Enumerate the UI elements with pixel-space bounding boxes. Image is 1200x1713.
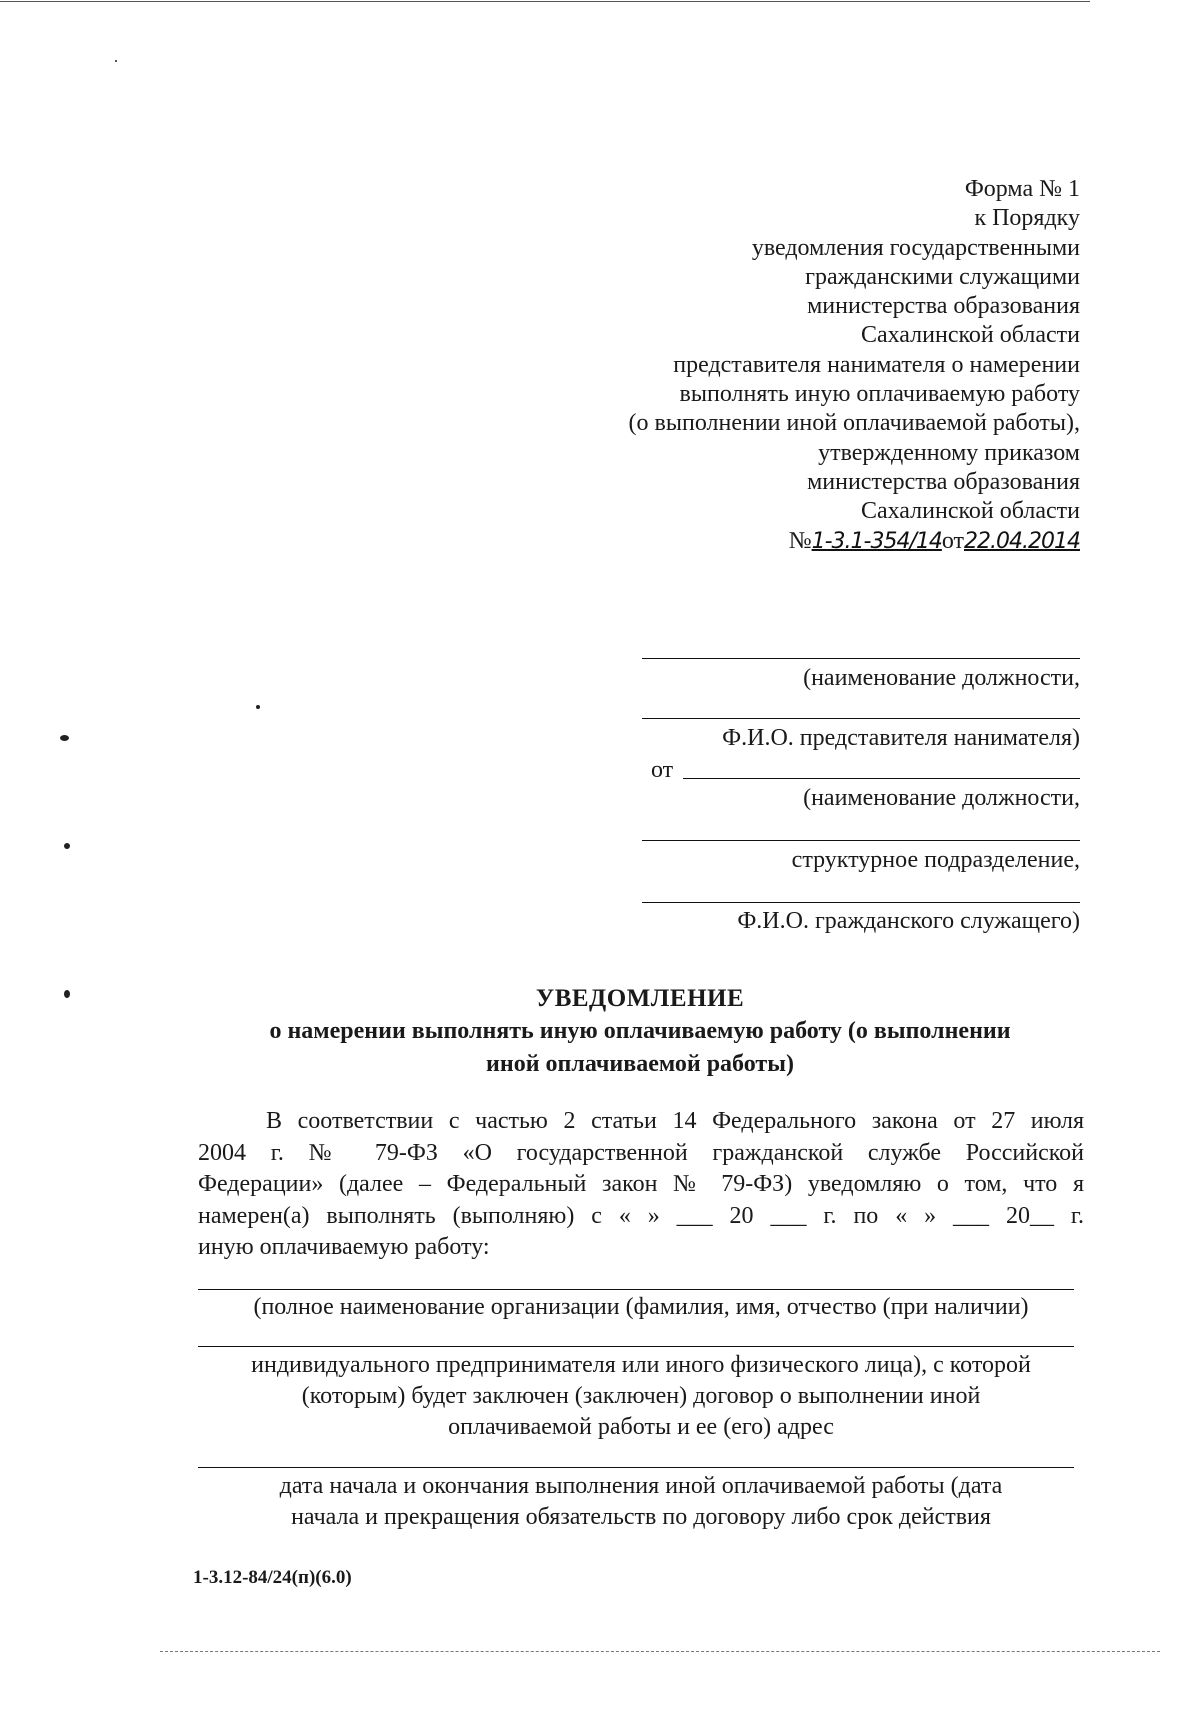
document-subtitle [140,1015,1140,1081]
order-from-label: от [941,527,965,554]
scan-top-edge [0,1,1090,2]
order-number-handwritten: 1-3.1-354/14 [811,528,942,554]
caption-entrepreneur [198,1350,1084,1443]
subtitle-line: о намерении выполнять иную оплачиваемую работу (о выполнении [269,1018,1011,1044]
caption-line: оплачиваемой работы и ее (его) адрес [448,1414,834,1440]
body-line: 2004 г. № 79-ФЗ «О государственной гражданской службе Российской [198,1139,1084,1166]
from-label: от [651,757,674,783]
footer-document-code: 1-3.12-84/24(п)(6.0) [193,1567,352,1588]
notification-body [198,1106,1084,1264]
caption-organization: (полное наименование организации (фамилия, имя, отчество (при наличии) [253,1294,1029,1320]
header-line: уведомления государственными [751,234,1080,261]
header-line: (о выполнении иной оплачиваемой работы), [628,410,1080,437]
blank-line-organization [198,1289,1074,1290]
blank-line-division [642,840,1080,841]
header-line: утвержденному приказом [818,439,1080,466]
subtitle-line: иной оплачиваемой работы) [486,1051,794,1077]
caption-fio-employee: Ф.И.О. гражданского служащего) [737,908,1080,934]
scan-speck [64,843,70,849]
blank-line-employee-position [683,778,1080,779]
header-line: Сахалинской области [860,498,1080,525]
caption-position-employee: (наименование должности, [803,785,1080,811]
caption-division: структурное подразделение, [791,847,1080,873]
caption-line: дата начала и окончания выполнения иной оплачиваемой работы (дата [279,1473,1003,1499]
scan-speck [115,60,117,62]
header-line: Сахалинской области [860,322,1080,349]
body-line: намерен(а) выполнять (выполняю) с « » ___ 20 ___ г. по « » ___ 20__ г. [198,1202,1084,1229]
blank-line-position-employer [642,658,1080,659]
blank-line-fio-employee [642,902,1080,903]
caption-fio-employer: Ф.И.О. представителя нанимателя) [722,725,1080,751]
body-line: иную оплачиваемую работу: [198,1234,490,1260]
caption-line: начала и прекращения обязательств по договору либо срок действия [291,1504,991,1530]
header-line: представителя нанимателя о намерении [673,351,1080,378]
form-header [520,175,1080,556]
body-line: Федерации» (далее – Федеральный закон № 79-ФЗ) уведомляю о том, что я [198,1171,1084,1197]
blank-line-entrepreneur [198,1346,1074,1347]
header-line: к Порядку [974,205,1080,232]
scan-speck [60,735,69,741]
header-line: гражданскими служащими [805,263,1080,290]
caption-line: (которым) будет заключен (заключен) договор о выполнении иной [301,1383,981,1409]
scan-speck [256,705,260,709]
document-title: УВЕДОМЛЕНИЕ [535,985,745,1012]
caption-line: индивидуального предпринимателя или иного физического лица), с которой [251,1352,1031,1378]
header-line: выполнять иную оплачиваемую работу [679,381,1080,408]
scan-bottom-edge [160,1651,1160,1652]
order-date-handwritten: 22.04.2014 [964,528,1080,554]
header-line: министерства образования [807,468,1080,495]
order-reference [520,527,1080,556]
blank-line-dates [198,1467,1074,1468]
blank-line-fio-employer [642,718,1080,719]
body-line: В соответствии с частью 2 статьи 14 Федерального закона от 27 июля [266,1108,1084,1134]
order-prefix: № [788,527,812,554]
header-line: министерства образования [807,293,1080,320]
header-line: Форма № 1 [964,176,1080,202]
caption-position-employer: (наименование должности, [803,665,1080,691]
caption-dates [198,1471,1084,1533]
